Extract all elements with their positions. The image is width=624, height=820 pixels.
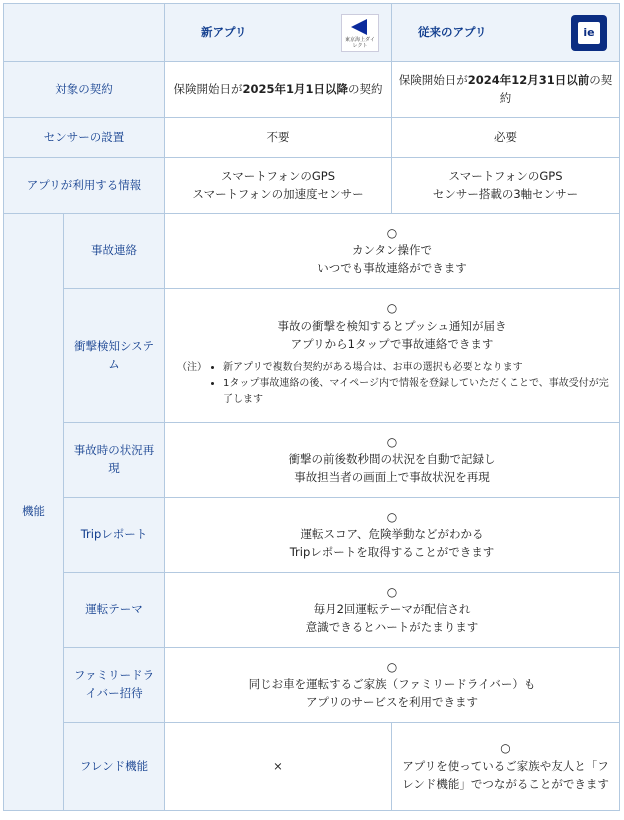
feature-theme-cell: ○ 毎月2回運転テーマが配信され 意識できるとハートがたまります [165,573,620,648]
sensor-old-cell: 必要 [392,118,620,158]
available-mark: ○ [386,301,398,316]
feature-trip-cell: ○ 運転スコア、危険挙動などがわかる Tripレポートを取得することができます [165,498,620,573]
row-label-info: アプリが利用する情報 [4,158,165,214]
feature-label-trip: Tripレポート [64,498,165,573]
table-row [4,573,620,648]
available-mark: ○ [386,584,398,599]
available-mark: ○ [386,225,398,240]
contract-old-cell: 保険開始日が2024年12月31日以前の契約 [392,62,620,118]
feature-label-accident-contact: 事故連絡 [64,214,165,289]
table-row [4,118,620,158]
table-row [4,62,620,118]
sensor-new-cell: 不要 [165,118,392,158]
feature-label-theme: 運転テーマ [64,573,165,648]
feature-friend-new-cell: × [165,723,392,811]
note-item: • 新アプリで複数台契約がある場合は、お車の選択も必要となります [223,360,611,376]
available-mark: ○ [500,741,511,756]
header-old-app [392,4,620,62]
impact-detect-note: （注） • 新アプリで複数台契約がある場合は、お車の選択も必要となります • 1タップ事故連絡の後、マイページ内で情報を登録していただくことで、事故受付が完了します [177,360,611,408]
table-row [4,214,620,289]
header-new-app [165,4,392,62]
available-mark: ○ [386,509,398,524]
new-app-title: 新アプリ [201,24,247,39]
header-corner [4,4,165,62]
feature-situation-cell: ○ 衝撃の前後数秒間の状況を自動で記録し 事故担当者の画面上で事故状況を再現 [165,423,620,498]
note-item: • 1タップ事故連絡の後、マイページ内で情報を登録していただくことで、事故受付が完了します [223,376,611,408]
feature-group-label: 機能 [4,214,64,811]
new-app-logo-text: 東京海上ダイレクト [345,36,375,49]
feature-label-impact-detect: 衝撃検知システム [64,289,165,423]
contract-new-cell: 保険開始日が2025年1月1日以降の契約 [165,62,392,118]
old-app-logo-icon [571,15,607,51]
feature-label-family: ファミリードライバー招待 [64,648,165,723]
row-label-sensor: センサーの設置 [4,118,165,158]
table-row [4,498,620,573]
feature-friend-old-cell: ○ アプリを使っているご家族や友人と「フレンド機能」でつながることができます [392,723,620,811]
available-mark: ○ [386,659,398,674]
feature-label-situation: 事故時の状況再現 [64,423,165,498]
feature-accident-contact-cell: ○ カンタン操作で いつでも事故連絡ができます [165,214,620,289]
feature-impact-detect-cell: ○ 事故の衝撃を検知するとプッシュ通知が届き アプリから1タップで事故連絡できます （注） • 新アプリで複数台契約がある場合は、お車の選択も必要となります • 1タップ事故連絡の後、マイページ内で情報を登録していただくことで、事故受付が完了します [165,289,620,423]
info-new-cell: スマートフォンのGPS スマートフォンの加速度センサー [165,158,392,214]
info-old-cell: スマートフォンのGPS センサー搭載の3軸センサー [392,158,620,214]
feature-label-friend: フレンド機能 [64,723,165,811]
new-app-logo-icon [341,14,379,52]
row-label-contract: 対象の契約 [4,62,165,118]
table-row [4,723,620,811]
table-row [4,648,620,723]
feature-family-cell: ○ 同じお車を運転するご家族（ファミリードライバー）も アプリのサービスを利用できます [165,648,620,723]
app-comparison-table [3,3,620,811]
old-app-title: 従来のアプリ [418,24,487,39]
available-mark: ○ [386,434,398,449]
old-app-logo-text: ie [578,22,600,44]
table-row [4,158,620,214]
table-row [4,423,620,498]
table-row [4,289,620,423]
